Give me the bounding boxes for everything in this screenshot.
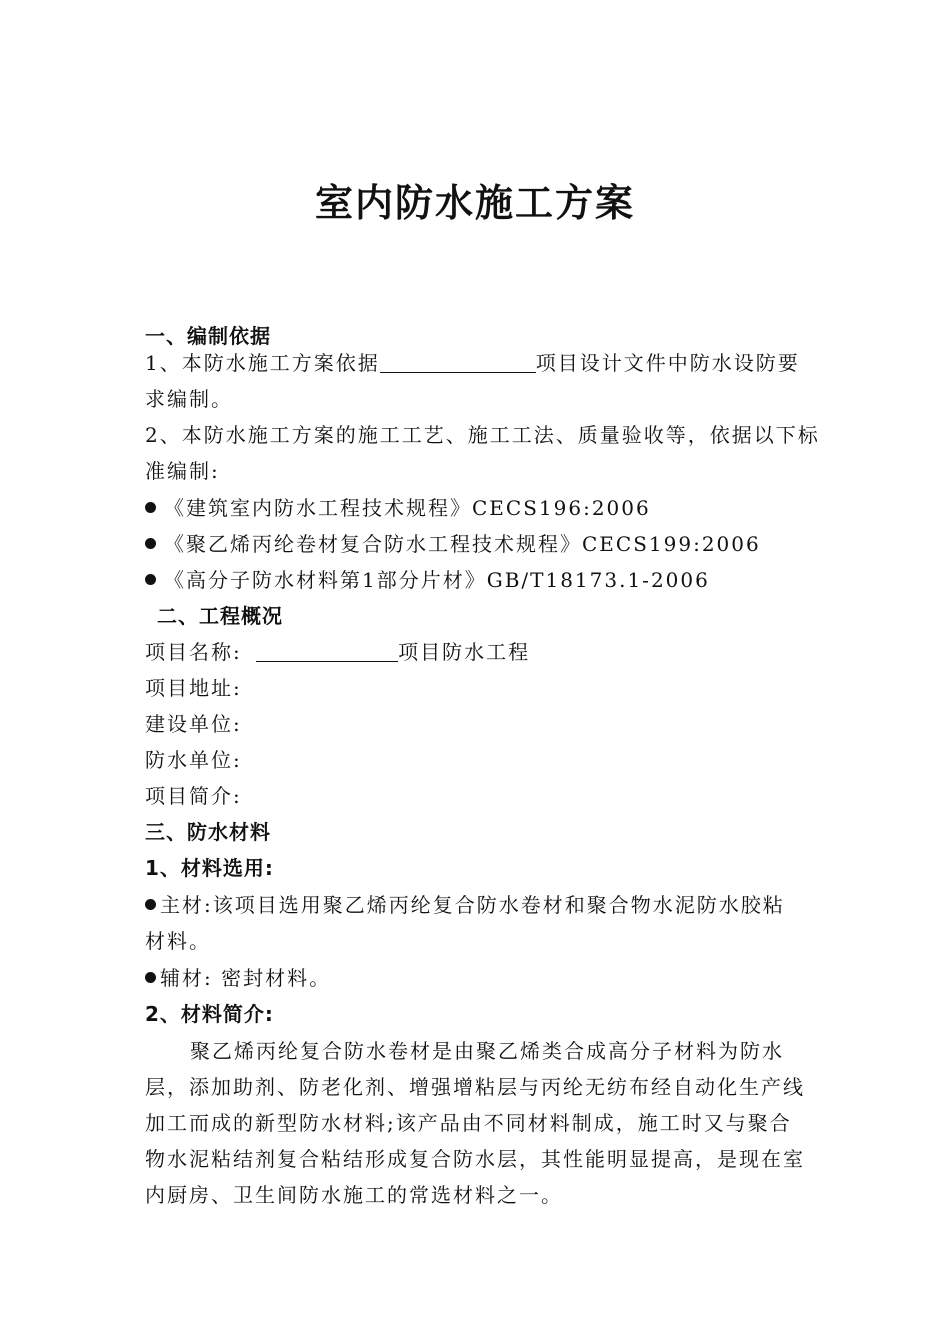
builder-label: 建设单位: — [145, 712, 242, 736]
project-address-label: 项目地址: — [145, 676, 242, 700]
basis-item-1 — [145, 345, 815, 381]
bullet-icon — [145, 972, 156, 983]
section1-heading: 一、编制依据 — [145, 324, 271, 348]
document-title: 室内防水施工方案 — [314, 181, 635, 225]
paragraph-line: 层，添加助剂、防老化剂、增强增粘层与丙纶无纺布经自动化生产线 — [145, 1075, 805, 1099]
aux-material-text: 辅材: 密封材料。 — [160, 966, 332, 990]
paragraph-line: 物水泥粘结剂复合粘结形成复合防水层，其性能明显提高，是现在室 — [145, 1147, 805, 1171]
project-intro-label: 项目简介: — [145, 784, 242, 808]
main-material-line2: 材料。 — [145, 929, 211, 953]
waterproof-unit-label: 防水单位: — [145, 748, 242, 772]
main-material-line1 — [145, 887, 815, 923]
main-material-text: 主材:该项目选用聚乙烯丙纶复合防水卷材和聚合物水泥防水胶粘 — [160, 893, 785, 917]
standard-item — [145, 526, 815, 562]
standard-item — [145, 490, 815, 526]
standard-text: 《建筑室内防水工程技术规程》CECS196:2006 — [164, 496, 651, 520]
material-selection-heading: 1、材料选用: — [145, 856, 274, 880]
basis-item-2-line1: 2、本防水施工方案的施工工艺、施工工法、质量验收等，依据以下标 — [145, 423, 820, 447]
project-name-blank — [380, 350, 536, 373]
project-name-label: 项目名称: — [145, 640, 251, 664]
paragraph-line: 内厨房、卫生间防水施工的常选材料之一。 — [145, 1183, 563, 1207]
standard-text: 《聚乙烯丙纶卷材复合防水工程技术规程》CECS199:2006 — [164, 532, 761, 556]
paragraph-line: 加工而成的新型防水材料;该产品由不同材料制成，施工时又与聚合 — [145, 1111, 792, 1135]
project-name-suffix: 项目防水工程 — [398, 640, 531, 664]
section2-heading: 二、工程概况 — [157, 604, 283, 628]
bullet-icon — [145, 538, 156, 549]
paragraph-line: 聚乙烯丙纶复合防水卷材是由聚乙烯类合成高分子材料为防水 — [190, 1039, 784, 1063]
basis-item-2-line2: 准编制: — [145, 459, 220, 483]
basis-item-1-suffix: 项目设计文件中防水设防要 — [535, 351, 800, 375]
bullet-icon — [145, 502, 156, 513]
standard-item — [145, 562, 815, 598]
project-name-row — [145, 634, 815, 670]
basis-item-1-prefix: 1、本防水施工方案依据 — [145, 351, 380, 375]
aux-material-line — [145, 960, 815, 996]
section3-heading: 三、防水材料 — [145, 820, 271, 844]
basis-item-1-cont: 求编制。 — [145, 387, 233, 411]
material-intro-heading: 2、材料简介: — [145, 1002, 274, 1026]
project-name-field-blank — [256, 639, 398, 662]
bullet-icon — [145, 899, 156, 910]
bullet-icon — [145, 574, 156, 585]
standard-text: 《高分子防水材料第1部分片材》GB/T18173.1-2006 — [164, 568, 710, 592]
